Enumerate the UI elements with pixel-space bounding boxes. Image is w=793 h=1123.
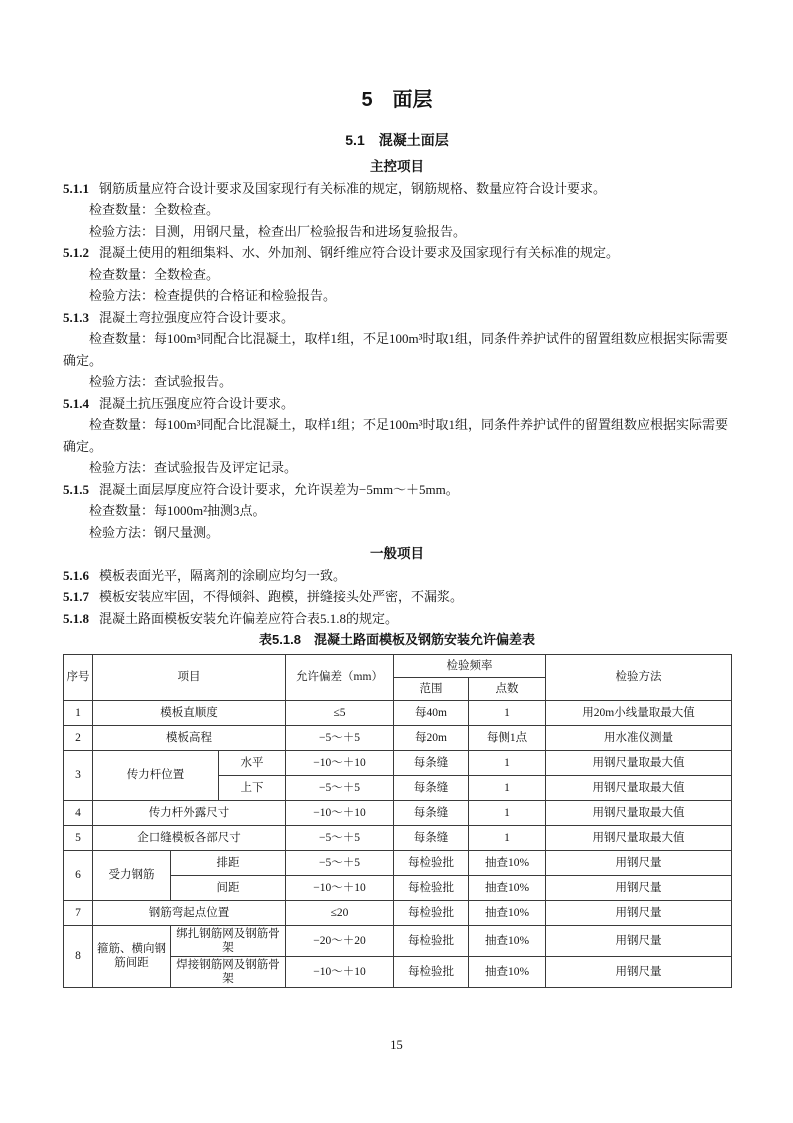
check-quantity-line: 检查数量：全数检查。 (89, 266, 220, 282)
header-frequency: 检验频率 (394, 654, 546, 677)
cell-item-sub: 绑扎钢筋网及钢筋骨架 (171, 925, 286, 956)
cell-method: 用水准仪测量 (546, 725, 732, 750)
cell-tolerance: −10～＋10 (286, 800, 394, 825)
clause-text: 钢筋质量应符合设计要求及国家现行有关标准的规定，钢筋规格、数量应符合设计要求。 (99, 180, 607, 196)
check-quantity-line: 检查数量：每100m³同配合比混凝土，取样1组；不足100m³时取1组，同条件养护试件的留置组数应根据实际需要确定。 (63, 417, 729, 454)
cell-points: 抽查10% (469, 850, 546, 875)
cell-range: 每条缝 (394, 775, 469, 800)
cell-tolerance: −10～＋10 (286, 875, 394, 900)
cell-tolerance: −20～＋20 (286, 925, 394, 956)
cell-item-group: 箍筋、横向钢筋间距 (93, 925, 171, 987)
clause-number: 5.1.4 (63, 395, 89, 411)
cell-range: 每20m (394, 725, 469, 750)
clause-text: 模板表面光平，隔离剂的涂刷应均匀一致。 (99, 567, 347, 583)
clause-text: 混凝土使用的粗细集料、水、外加剂、钢纤维应符合设计要求及国家现行有关标准的规定。 (99, 245, 620, 260)
cell-method: 用钢尺量 (546, 925, 732, 956)
clause-text: 模板安装应牢固，不得倾斜、跑模，拼缝接头处严密，不漏浆。 (99, 589, 464, 604)
check-quantity-line: 检查数量：每100m³同配合比混凝土，取样1组，不足100m³时取1组，同条件养护试件的留置组数应根据实际需要确定。 (63, 331, 729, 368)
clause-5-1-1 (63, 178, 731, 200)
table-row (64, 850, 732, 875)
clause-number: 5.1.2 (63, 245, 89, 260)
cell-tolerance: −5～＋5 (286, 775, 394, 800)
cell-tolerance: −10～＋10 (286, 750, 394, 775)
cell-method: 用钢尺量取最大值 (546, 800, 732, 825)
cell-tolerance: −5～＋5 (286, 825, 394, 850)
table-caption: 表5.1.8 混凝土路面模板及钢筋安装允许偏差表 (259, 632, 535, 647)
cell-points: 每侧1点 (469, 725, 546, 750)
cell-range: 每检验批 (394, 900, 469, 925)
clause-5-1-3 (63, 307, 731, 329)
clause-5-1-4 (63, 393, 731, 415)
clause-5-1-6 (63, 565, 731, 587)
cell-item-sub: 排距 (171, 850, 286, 875)
clause-text: 混凝土路面模板安装允许偏差应符合表5.1.8的规定。 (99, 610, 399, 626)
cell-item: 模板高程 (93, 725, 286, 750)
cell-range: 每检验批 (394, 875, 469, 900)
table-row (64, 700, 732, 725)
clause-number: 5.1.8 (63, 610, 89, 626)
section-title: 5.1 混凝土面层 (345, 132, 449, 148)
section-general (63, 565, 731, 630)
cell-tolerance: −5～＋5 (286, 725, 394, 750)
cell-seq: 5 (64, 825, 93, 850)
cell-points: 1 (469, 800, 546, 825)
header-range: 范围 (394, 677, 469, 700)
cell-seq: 4 (64, 800, 93, 825)
check-quantity-line: 检查数量：全数检查。 (89, 202, 220, 217)
cell-item-sub: 间距 (171, 875, 286, 900)
table-row (64, 750, 732, 775)
cell-item-group: 受力钢筋 (93, 850, 171, 900)
cell-seq: 3 (64, 750, 93, 800)
cell-method: 用钢尺量 (546, 850, 732, 875)
cell-points: 1 (469, 750, 546, 775)
page-number: 15 (390, 1038, 403, 1052)
cell-points: 抽查10% (469, 925, 546, 956)
clause-5-1-5 (63, 479, 731, 501)
cell-tolerance: −5～＋5 (286, 850, 394, 875)
cell-range: 每条缝 (394, 825, 469, 850)
cell-points: 抽查10% (469, 875, 546, 900)
cell-points: 1 (469, 775, 546, 800)
cell-method: 用钢尺量取最大值 (546, 750, 732, 775)
check-method-line: 检验方法：钢尺量测。 (89, 524, 220, 540)
cell-seq: 7 (64, 900, 93, 925)
clause-number: 5.1.5 (63, 481, 89, 497)
clause-5-1-8 (63, 608, 731, 630)
header-tolerance: 允许偏差（mm） (286, 654, 394, 700)
cell-range: 每检验批 (394, 925, 469, 956)
cell-tolerance: ≤5 (286, 700, 394, 725)
header-points: 点数 (469, 677, 546, 700)
cell-item: 钢筋弯起点位置 (93, 900, 286, 925)
header-item: 项目 (93, 654, 286, 700)
cell-item-group: 传力杆位置 (93, 750, 219, 800)
cell-item: 企口缝模板各部尺寸 (93, 825, 286, 850)
cell-range: 每条缝 (394, 750, 469, 775)
tolerance-table (63, 654, 732, 988)
cell-points: 1 (469, 700, 546, 725)
table-row (64, 725, 732, 750)
cell-seq: 8 (64, 925, 93, 987)
clause-number: 5.1.6 (63, 567, 89, 583)
table-row (64, 925, 732, 956)
clause-5-1-2 (63, 242, 731, 264)
section-main-control (63, 178, 731, 544)
heading-general-items: 一般项目 (370, 546, 424, 561)
clause-number: 5.1.3 (63, 309, 89, 325)
cell-method: 用钢尺量取最大值 (546, 775, 732, 800)
clause-text: 混凝土弯拉强度应符合设计要求。 (99, 309, 295, 325)
cell-method: 用20m小线量取最大值 (546, 700, 732, 725)
check-method-line: 检验方法：目测，用钢尺量，检查出厂检验报告和进场复验报告。 (89, 223, 467, 239)
cell-item-sub: 上下 (219, 775, 286, 800)
cell-item-sub: 水平 (219, 750, 286, 775)
heading-main-control-items: 主控项目 (370, 159, 424, 174)
cell-item: 模板直顺度 (93, 700, 286, 725)
clause-text: 混凝土抗压强度应符合设计要求。 (99, 395, 295, 411)
cell-tolerance: ≤20 (286, 900, 394, 925)
table-row (64, 800, 732, 825)
cell-tolerance: −10～＋10 (286, 956, 394, 987)
clause-text: 混凝土面层厚度应符合设计要求，允许误差为−5mm～＋5mm。 (99, 481, 459, 497)
cell-method: 用钢尺量 (546, 900, 732, 925)
table-row (64, 825, 732, 850)
check-method-line: 检验方法：查试验报告。 (89, 374, 233, 389)
cell-points: 抽查10% (469, 900, 546, 925)
clause-number: 5.1.1 (63, 180, 89, 196)
cell-item: 传力杆外露尺寸 (93, 800, 286, 825)
table-row (64, 900, 732, 925)
cell-seq: 1 (64, 700, 93, 725)
clause-number: 5.1.7 (63, 589, 89, 604)
cell-range: 每条缝 (394, 800, 469, 825)
cell-method: 用钢尺量取最大值 (546, 825, 732, 850)
check-quantity-line: 检查数量：每1000m²抽测3点。 (89, 503, 266, 518)
cell-points: 1 (469, 825, 546, 850)
cell-range: 每40m (394, 700, 469, 725)
cell-seq: 6 (64, 850, 93, 900)
check-method-line: 检验方法：查试验报告及评定记录。 (89, 460, 298, 475)
cell-item-sub: 焊接钢筋网及钢筋骨架 (171, 956, 286, 987)
chapter-title: 5 面层 (361, 89, 433, 111)
check-method-line: 检验方法：检查提供的合格证和检验报告。 (89, 288, 337, 303)
cell-seq: 2 (64, 725, 93, 750)
cell-range: 每检验批 (394, 956, 469, 987)
cell-method: 用钢尺量 (546, 875, 732, 900)
table-header-row-1 (64, 654, 732, 677)
header-seq: 序号 (64, 654, 93, 700)
header-method: 检验方法 (546, 654, 732, 700)
cell-method: 用钢尺量 (546, 956, 732, 987)
cell-points: 抽查10% (469, 956, 546, 987)
cell-range: 每检验批 (394, 850, 469, 875)
clause-5-1-7 (63, 586, 731, 608)
